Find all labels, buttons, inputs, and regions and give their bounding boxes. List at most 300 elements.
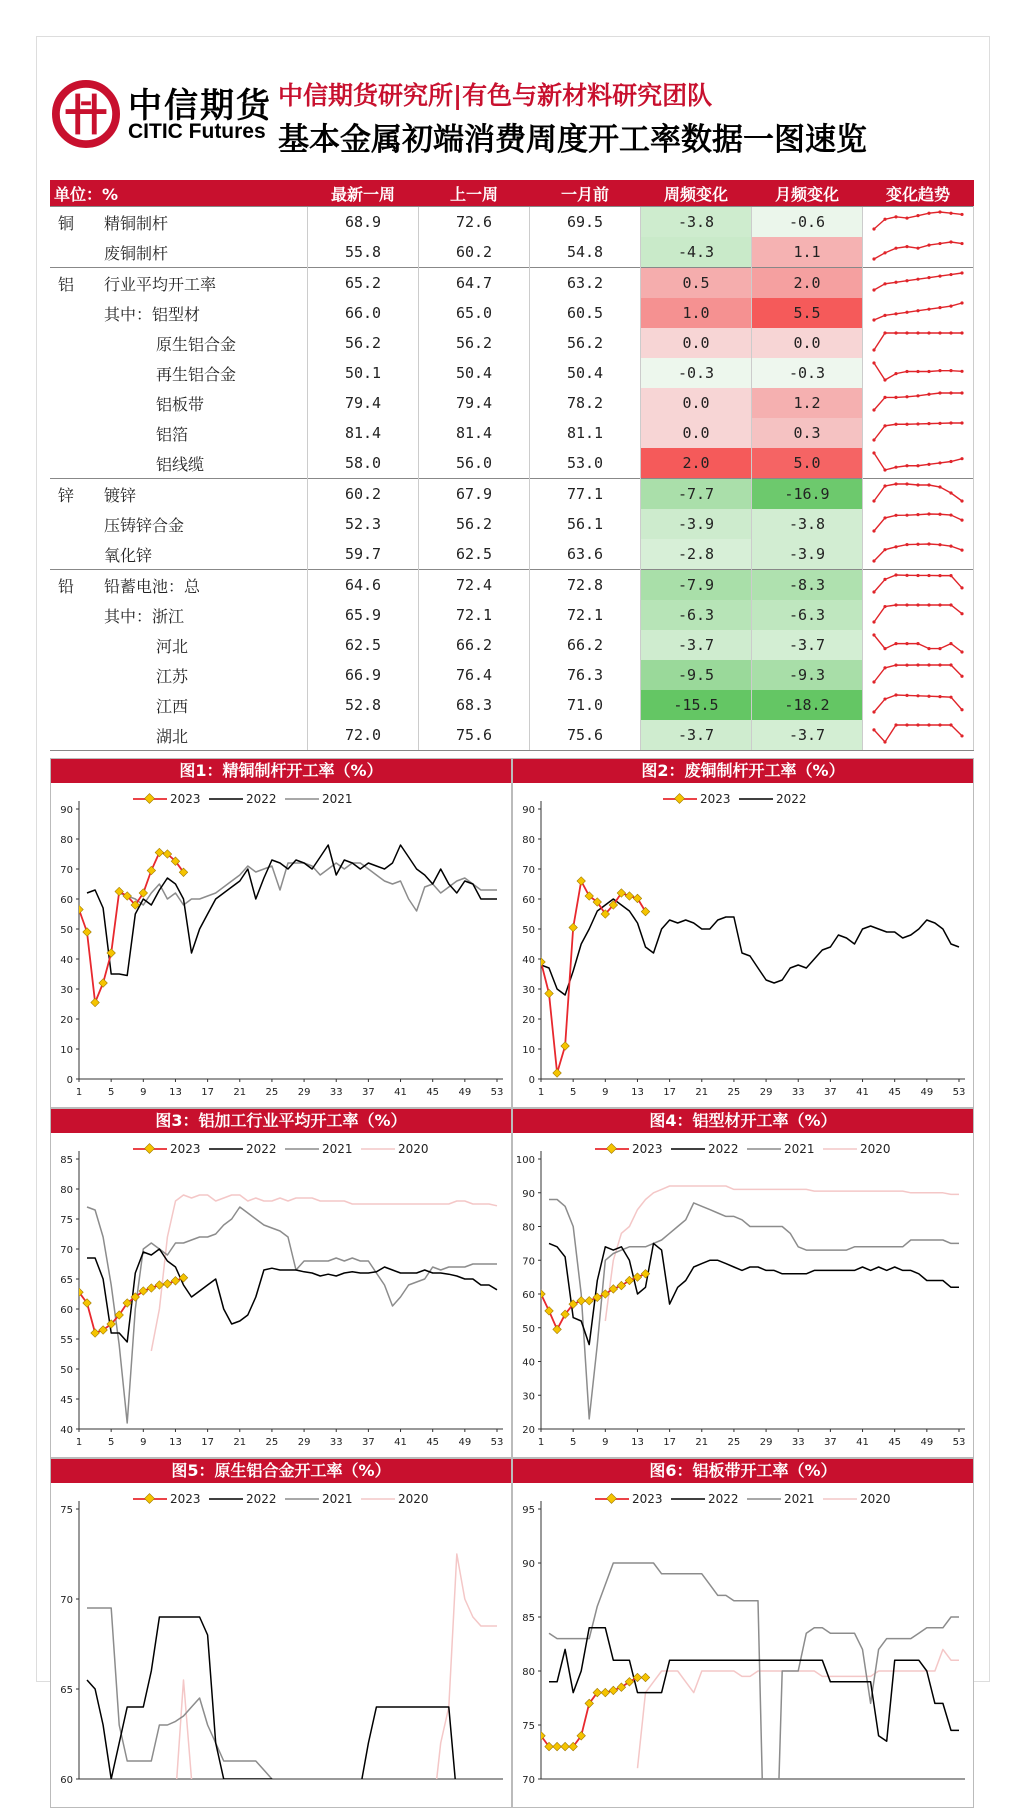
sparkline-point <box>949 421 952 424</box>
cell-month: 75.6 <box>530 720 641 751</box>
plot-area <box>537 1563 959 1807</box>
sparkline-point <box>905 311 908 314</box>
legend-label: 2022 <box>708 1492 739 1506</box>
chart-title: 图5：原生铝合金开工率（%） <box>51 1459 511 1483</box>
cell-prev: 65.0 <box>419 298 530 328</box>
sparkline-point <box>883 424 886 427</box>
cell-wk: -7.9 <box>641 570 752 601</box>
sparkline-point <box>938 391 941 394</box>
series-line-2022 <box>87 845 497 976</box>
indicator-name: 废铜制杆 <box>104 243 169 263</box>
sparkline-point <box>949 603 952 606</box>
x-tick-label: 49 <box>920 1087 934 1098</box>
sparkline-point <box>872 348 875 351</box>
table-row <box>50 509 974 539</box>
indicator-name: 精铜制杆 <box>104 207 308 238</box>
x-tick-label: 17 <box>663 1087 676 1098</box>
chart-panel-1 <box>50 758 512 1108</box>
sparkline-point <box>883 647 886 650</box>
sparkline-line <box>874 514 962 531</box>
sparkline-point <box>905 664 908 667</box>
sparkline <box>868 720 968 746</box>
sparkline-point <box>894 281 897 284</box>
table-row <box>50 539 974 570</box>
metal-label <box>50 358 104 388</box>
sparkline-point <box>894 396 897 399</box>
sparkline-point <box>938 210 941 213</box>
sparkline-point <box>905 514 908 517</box>
cell-month: 53.0 <box>530 448 641 479</box>
sparkline-point <box>883 697 886 700</box>
y-tick-label: 85 <box>522 1613 535 1624</box>
sparkline <box>868 207 968 233</box>
sparkline-point <box>949 212 952 215</box>
cell-wk: -4.3 <box>641 237 752 268</box>
y-tick-label: 90 <box>522 805 535 816</box>
sparkline-point <box>916 394 919 397</box>
sparkline-point <box>883 468 886 471</box>
chart-title: 图4：铝型材开工率（%） <box>513 1109 973 1133</box>
cell-wk: 0.0 <box>641 388 752 418</box>
cell-month: 60.5 <box>530 298 641 328</box>
sparkline-point <box>872 680 875 683</box>
series-line-2023 <box>541 881 646 1073</box>
cell-prev: 56.2 <box>419 509 530 539</box>
legend-label: 2021 <box>784 1142 815 1156</box>
sparkline-point <box>883 251 886 254</box>
chart-svg <box>513 783 973 1107</box>
x-tick-label: 21 <box>233 1437 247 1448</box>
y-tick-label: 0 <box>66 1075 73 1086</box>
sparkline-point <box>894 573 897 576</box>
table-row <box>50 207 974 238</box>
cell-wk: 0.0 <box>641 328 752 358</box>
plot-area <box>537 1186 959 1419</box>
metal-label: 铅 <box>50 570 104 601</box>
x-tick-label: 41 <box>856 1087 869 1098</box>
point-2023 <box>75 905 83 913</box>
y-tick-label: 10 <box>522 1045 535 1056</box>
y-tick-label: 80 <box>522 1667 535 1678</box>
series-line-2022 <box>549 1243 959 1344</box>
x-tick-label: 1 <box>537 1437 545 1448</box>
x-tick-label: 53 <box>490 1437 504 1448</box>
point-2023 <box>609 1686 617 1694</box>
metal-label <box>50 539 104 570</box>
point-2023 <box>641 907 649 915</box>
sparkline-point <box>938 369 941 372</box>
x-tick-label: 29 <box>297 1087 311 1098</box>
cell-mo: -3.7 <box>752 720 863 751</box>
x-tick-label: 13 <box>631 1087 644 1098</box>
sparkline-point <box>916 483 919 486</box>
sparkline-point <box>949 545 952 548</box>
sparkline <box>868 418 968 444</box>
cell-prev: 76.4 <box>419 660 530 690</box>
sparkline-point <box>916 331 919 334</box>
legend-label: 2023 <box>170 1142 201 1156</box>
y-tick-label: 70 <box>522 865 535 876</box>
table-row <box>50 298 974 328</box>
sparkline-point <box>894 423 897 426</box>
sparkline-point <box>960 391 963 394</box>
chart-title: 图2：废铜制杆开工率（%） <box>513 759 973 783</box>
sparkline-point <box>916 574 919 577</box>
cell-wk: -2.8 <box>641 539 752 570</box>
series-line-2021 <box>549 1200 959 1419</box>
point-2023 <box>641 1673 649 1681</box>
legend-label: 2020 <box>860 1142 891 1156</box>
cell-latest: 52.8 <box>308 690 419 720</box>
legend-label: 2022 <box>246 1492 277 1506</box>
plot-area <box>537 877 959 1077</box>
y-tick-label: 75 <box>522 1721 535 1732</box>
cell-mo: 5.0 <box>752 448 863 479</box>
y-tick-label: 10 <box>60 1045 73 1056</box>
indicator-name: 铅蓄电池：总 <box>104 570 308 601</box>
sparkline-point <box>938 485 941 488</box>
metal-label <box>50 298 104 328</box>
sparkline <box>868 479 968 505</box>
sparkline-point <box>960 548 963 551</box>
sparkline-line <box>874 665 962 682</box>
legend-label: 2023 <box>632 1142 663 1156</box>
x-tick-label: 45 <box>426 1437 440 1448</box>
sparkline-point <box>905 245 908 248</box>
sparkline-point <box>894 247 897 250</box>
x-tick-label: 17 <box>201 1087 214 1098</box>
chart-svg <box>51 783 511 1107</box>
indicator-name: 铝线缆 <box>156 454 205 474</box>
point-2023 <box>91 1329 99 1337</box>
metal-label <box>50 448 104 479</box>
cell-latest: 66.0 <box>308 298 419 328</box>
col-weekly-change: 周频变化 <box>641 180 752 207</box>
sparkline-point <box>894 215 897 218</box>
metal-label <box>50 660 104 690</box>
sparkline-point <box>894 482 897 485</box>
sparkline-point <box>883 605 886 608</box>
indicator-name: 铝箔 <box>156 424 189 444</box>
sparkline-point <box>960 331 963 334</box>
chart-svg <box>51 1133 511 1457</box>
y-tick-label: 40 <box>60 1425 73 1436</box>
x-tick-label: 25 <box>265 1087 279 1098</box>
cell-mo: 1.1 <box>752 237 863 268</box>
sparkline-point <box>883 282 886 285</box>
point-2023 <box>585 1297 593 1305</box>
trend-cell <box>863 237 974 268</box>
y-tick-label: 50 <box>60 1365 73 1376</box>
sparkline-point <box>916 278 919 281</box>
y-tick-label: 80 <box>522 835 535 846</box>
table-row <box>50 268 974 299</box>
trend-cell <box>863 388 974 418</box>
cell-prev: 56.0 <box>419 448 530 479</box>
sparkline-point <box>927 663 930 666</box>
cell-prev: 50.4 <box>419 358 530 388</box>
table-row <box>50 418 974 448</box>
trend-cell <box>863 570 974 601</box>
col-prev: 上一周 <box>419 180 530 207</box>
sparkline <box>868 660 968 686</box>
summary-header-row <box>50 180 974 207</box>
sparkline-point <box>938 242 941 245</box>
cell-wk: -15.5 <box>641 690 752 720</box>
table-row <box>50 328 974 358</box>
point-2023 <box>625 892 633 900</box>
col-latest: 最新一周 <box>308 180 419 207</box>
cell-mo: 5.5 <box>752 298 863 328</box>
cell-month: 54.8 <box>530 237 641 268</box>
sparkline-point <box>883 516 886 519</box>
cell-prev: 68.3 <box>419 690 530 720</box>
cell-latest: 81.4 <box>308 418 419 448</box>
sparkline-point <box>927 603 930 606</box>
y-tick-label: 75 <box>60 1215 73 1226</box>
sparkline-point <box>872 710 875 713</box>
x-tick-label: 49 <box>458 1437 472 1448</box>
sparkline-point <box>872 227 875 230</box>
sparkline-point <box>883 740 886 743</box>
sparkline-point <box>927 212 930 215</box>
indicator-name: 河北 <box>156 636 189 656</box>
legend-label: 2022 <box>708 1142 739 1156</box>
cell-month: 56.1 <box>530 509 641 539</box>
y-tick-label: 70 <box>522 1775 535 1786</box>
sparkline-point <box>905 482 908 485</box>
trend-cell <box>863 509 974 539</box>
sparkline-point <box>905 370 908 373</box>
sparkline-point <box>905 464 908 467</box>
legend-label: 2022 <box>246 1142 277 1156</box>
y-tick-label: 60 <box>522 895 535 906</box>
sparkline <box>868 630 968 656</box>
cell-month: 50.4 <box>530 358 641 388</box>
cell-month: 69.5 <box>530 207 641 238</box>
cell-wk: 0.0 <box>641 418 752 448</box>
sparkline-point <box>872 728 875 731</box>
point-2023 <box>601 1688 609 1696</box>
metal-label <box>50 630 104 660</box>
sparkline-point <box>894 603 897 606</box>
cell-latest: 65.2 <box>308 268 419 299</box>
sparkline-point <box>949 642 952 645</box>
sparkline-point <box>949 663 952 666</box>
y-tick-label: 95 <box>522 1505 535 1516</box>
y-tick-label: 100 <box>515 1155 535 1166</box>
cell-mo: 0.3 <box>752 418 863 448</box>
sparkline-point <box>960 519 963 522</box>
sparkline-point <box>872 559 875 562</box>
y-tick-label: 40 <box>60 955 73 966</box>
point-2023 <box>569 923 577 931</box>
y-tick-label: 20 <box>60 1015 73 1026</box>
sparkline-point <box>960 675 963 678</box>
sparkline-point <box>872 620 875 623</box>
indicator-name: 江苏 <box>156 666 189 686</box>
trend-cell <box>863 630 974 660</box>
y-tick-label: 45 <box>60 1395 73 1406</box>
sparkline-point <box>949 723 952 726</box>
legend-marker <box>607 1494 617 1504</box>
sparkline-point <box>872 257 875 260</box>
sparkline-point <box>960 612 963 615</box>
metal-label <box>50 690 104 720</box>
sparkline-point <box>960 499 963 502</box>
cell-prev: 67.9 <box>419 479 530 510</box>
point-2023 <box>147 866 155 874</box>
legend-marker <box>145 794 155 804</box>
table-row <box>50 479 974 510</box>
cell-mo: -0.3 <box>752 358 863 388</box>
point-2023 <box>83 928 91 936</box>
series-line-2022 <box>549 1628 959 1741</box>
x-tick-label: 41 <box>394 1437 407 1448</box>
report-header <box>48 76 978 196</box>
cell-wk: -3.9 <box>641 509 752 539</box>
cell-prev: 81.4 <box>419 418 530 448</box>
cell-month: 56.2 <box>530 328 641 358</box>
sparkline-point <box>905 395 908 398</box>
sparkline-point <box>927 574 930 577</box>
y-tick-label: 85 <box>60 1155 73 1166</box>
sparkline-point <box>949 331 952 334</box>
sparkline-point <box>927 723 930 726</box>
trend-cell <box>863 328 974 358</box>
table-row <box>50 448 974 479</box>
x-tick-label: 9 <box>140 1437 147 1448</box>
y-tick-label: 60 <box>522 1290 535 1301</box>
sparkline-point <box>938 461 941 464</box>
y-tick-label: 20 <box>522 1015 535 1026</box>
col-trend: 变化趋势 <box>863 180 974 207</box>
sparkline-point <box>916 370 919 373</box>
sparkline-point <box>927 422 930 425</box>
x-tick-label: 45 <box>426 1087 440 1098</box>
table-row <box>50 358 974 388</box>
sparkline-point <box>938 663 941 666</box>
x-tick-label: 21 <box>695 1437 709 1448</box>
y-tick-label: 80 <box>522 1222 535 1234</box>
chart-panel-2 <box>512 758 974 1108</box>
cell-month: 72.1 <box>530 600 641 630</box>
sparkline <box>868 600 968 626</box>
sparkline-point <box>905 423 908 426</box>
x-tick-label: 13 <box>631 1437 644 1448</box>
cell-wk: -3.7 <box>641 720 752 751</box>
indicator-name: 压铸锌合金 <box>104 515 185 535</box>
cell-month: 63.2 <box>530 268 641 299</box>
cell-latest: 55.8 <box>308 237 419 268</box>
sparkline-point <box>960 734 963 737</box>
metal-label: 铝 <box>50 268 104 299</box>
sparkline-point <box>872 408 875 411</box>
chart-svg <box>513 1133 973 1457</box>
x-tick-label: 45 <box>888 1087 902 1098</box>
legend-label: 2022 <box>246 792 277 806</box>
metal-label <box>50 720 104 751</box>
sparkline-point <box>938 306 941 309</box>
sparkline-point <box>916 513 919 516</box>
cell-prev: 75.6 <box>419 720 530 751</box>
sparkline-point <box>872 529 875 532</box>
x-tick-label: 17 <box>663 1437 676 1448</box>
sparkline-point <box>927 542 930 545</box>
x-tick-label: 1 <box>75 1437 83 1448</box>
chart-panel-3 <box>50 1108 512 1458</box>
y-tick-label: 80 <box>60 1185 73 1196</box>
sparkline-point <box>894 723 897 726</box>
cell-mo: 1.2 <box>752 388 863 418</box>
legend-label: 2020 <box>398 1492 429 1506</box>
cell-wk: -3.7 <box>641 630 752 660</box>
trend-cell <box>863 448 974 479</box>
sparkline-line <box>874 333 962 350</box>
cell-latest: 50.1 <box>308 358 419 388</box>
x-tick-label: 37 <box>824 1087 837 1098</box>
indicator-name: 行业平均开工率 <box>104 268 308 299</box>
point-2023 <box>163 1280 171 1288</box>
sparkline-point <box>927 243 930 246</box>
table-row <box>50 630 974 660</box>
sparkline-point <box>949 574 952 577</box>
sparkline-point <box>960 708 963 711</box>
indicator-name: 铝板带 <box>156 394 205 414</box>
sparkline-point <box>905 574 908 577</box>
y-tick-label: 30 <box>522 985 535 996</box>
y-tick-label: 90 <box>60 805 73 816</box>
sparkline-line <box>874 725 962 742</box>
cell-prev: 56.2 <box>419 328 530 358</box>
sparkline-point <box>960 301 963 304</box>
sparkline-point <box>927 331 930 334</box>
cell-month: 81.1 <box>530 418 641 448</box>
sparkline-point <box>905 694 908 697</box>
indicator-name: 湖北 <box>104 720 308 751</box>
point-2023 <box>91 998 99 1006</box>
cell-wk: -9.5 <box>641 660 752 690</box>
cell-mo: -3.8 <box>752 509 863 539</box>
sparkline-point <box>960 242 963 245</box>
x-tick-label: 9 <box>140 1087 147 1098</box>
sparkline-point <box>894 545 897 548</box>
y-tick-label: 60 <box>60 895 73 906</box>
sparkline <box>868 690 968 716</box>
sparkline-point <box>883 548 886 551</box>
x-tick-label: 33 <box>329 1437 343 1448</box>
metal-label <box>50 328 104 358</box>
y-tick-label: 30 <box>60 985 73 996</box>
table-row <box>50 570 974 601</box>
x-tick-label: 37 <box>362 1087 375 1098</box>
indicator-name: 其中：铝型材 <box>104 304 201 324</box>
x-tick-label: 53 <box>490 1087 504 1098</box>
sparkline-point <box>927 370 930 373</box>
sparkline-point <box>894 514 897 517</box>
x-tick-label: 53 <box>952 1087 966 1098</box>
sparkline-point <box>916 543 919 546</box>
metal-label <box>50 418 104 448</box>
sparkline-point <box>949 491 952 494</box>
y-tick-label: 60 <box>60 1775 73 1786</box>
cell-month: 71.0 <box>530 690 641 720</box>
sparkline-point <box>905 723 908 726</box>
series-line-2023 <box>79 853 184 1003</box>
point-2023 <box>561 1742 569 1750</box>
sparkline-line <box>874 605 962 622</box>
x-tick-label: 5 <box>569 1437 577 1448</box>
